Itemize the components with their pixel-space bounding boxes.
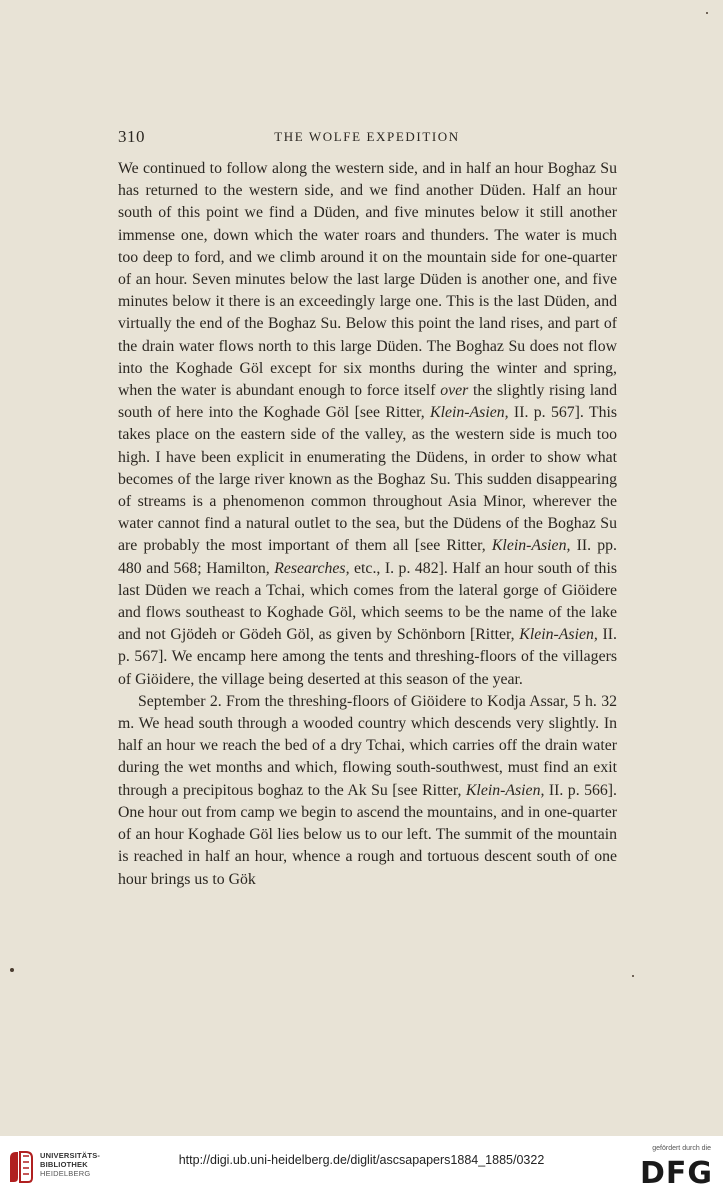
page-header-title: THE WOLFE EXPEDITION xyxy=(274,129,460,144)
paragraph: We continued to follow along the western side, and in half an hour Boghaz Su has returned to the western side, and we find another Düden. Half an hour south of this point we find a Düden, and five minutes below it still another immense one, down which the water roars and thunders. The water is much too deep to ford, and we climb around it on the mountain side for one-quarter of an hour. Seven minutes below the last large Düden is another one, and five minutes below it there is an exceedingly large one. This is the last Düden, and virtually the end of the Boghaz Su. Below this point the land rises, and part of the drain water flows north to this large Düden. The Boghaz Su does not flow into the Koghade Göl except for six months during the winter and spring, when the water is abundant enough to force itself over the slightly rising land south of here into the Koghade Göl [see Ritter, Klein-Asien, II. p. 567]. This takes place on the eastern side of the valley, as the western side is much too high. I have been explicit in enumerating the Düdens, in order to show what becomes of the large river known as the Boghaz Su. This sudden disappearing of streams is a phenomenon common throughout Asia Minor, wherever the water cannot find a natural outlet to the sea, but the Düdens of the Boghaz Su are probably the most important of them all [see Ritter, Klein-Asien, II. pp. 480 and 568; Hamilton, Researches, etc., I. p. 482]. Half an hour south of this last Düden we reach a Tchai, which comes from the lateral gorge of Giöidere and flows southeast to Koghade Göl, which seems to be the name of the lake and not Gjödeh or Gödeh Göl, as given by Schönborn [Ritter, Klein-Asien, II. p. 567]. We encamp here among the tents and threshing-floors of the villagers of Giöidere, the village being deserted at this season of the year. xyxy=(118,160,617,688)
dfg-logo: DFG xyxy=(639,1156,713,1191)
library-name: UNIVERSITÄTS- BIBLIOTHEK HEIDELBERG xyxy=(40,1151,101,1178)
source-url-link[interactable]: http://digi.ub.uni-heidelberg.de/diglit/ascsapapers1884_1885/0322 xyxy=(178,1153,545,1167)
funding-caption: gefördert durch die xyxy=(652,1145,711,1152)
paragraph: September 2. From the threshing-floors of Giöidere to Kodja Assar, 5 h. 32 m. We head south through a wooded country which descends very slightly. In half an hour we reach the bed of a dry Tchai, which carries off the drain water during the wet months and which, flowing south-southwest, must find an exit through a precipitous boghaz to the Ak Su [see Ritter, Klein-Asien, II. p. 566]. One hour out from camp we begin to ascend the mountains, and in one-quarter of an hour Koghade Göl lies below us to our left. The summit of the mountain is reached in half an hour, whence a rough and tortuous descent south of one hour brings us to Gök xyxy=(118,692,617,888)
scan-speck xyxy=(706,12,708,14)
running-head xyxy=(118,127,616,149)
body-text xyxy=(118,158,617,891)
scan-speck xyxy=(632,975,634,977)
scan-speck xyxy=(10,968,14,972)
page-number: 310 xyxy=(118,127,145,146)
footer-bar xyxy=(0,1136,723,1194)
